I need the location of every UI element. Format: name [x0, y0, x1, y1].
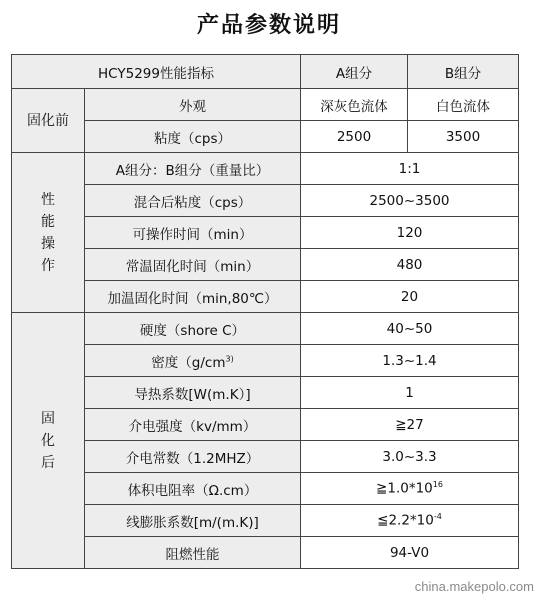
row-label: 阻燃性能 [85, 537, 301, 569]
row-value-text: ≦2.2*10 [377, 512, 434, 529]
table-row [12, 505, 519, 537]
row-label: 粘度（cps） [85, 121, 301, 153]
table-row [12, 473, 519, 505]
row-value: 2500~3500 [301, 185, 519, 217]
row-label: 导热系数[W(m.K）] [85, 377, 301, 409]
row-label: 线膨胀系数[m/(m.K)] [85, 505, 301, 537]
watermark: china.makepolo.com [414, 579, 534, 594]
table-row [12, 345, 519, 377]
table-row [12, 153, 519, 185]
row-label: 加温固化时间（min,80℃） [85, 281, 301, 313]
table-row [12, 185, 519, 217]
group-operation-label: 性能操作 [41, 191, 55, 274]
table-row [12, 441, 519, 473]
row-label: 硬度（shore C） [85, 313, 301, 345]
table-row [12, 217, 519, 249]
row-value: 1.3~1.4 [301, 345, 519, 377]
row-label: 常温固化时间（min） [85, 249, 301, 281]
row-value: 1:1 [301, 153, 519, 185]
group-operation [12, 153, 85, 313]
row-value: 1 [301, 377, 519, 409]
row-label: 混合后粘度（cps） [85, 185, 301, 217]
row-value-superscript: 16 [432, 480, 443, 490]
row-label: 介电强度（kv/mm） [85, 409, 301, 441]
row-label-superscript: 3) [225, 354, 234, 363]
row-value-b: 白色流体 [408, 89, 519, 121]
row-value: 94-V0 [301, 537, 519, 569]
table-row [12, 249, 519, 281]
row-value-superscript: -4 [433, 512, 442, 522]
row-value-b: 3500 [408, 121, 519, 153]
page-title: 产品参数说明 [196, 13, 341, 38]
table-row [12, 89, 519, 121]
row-value: 480 [301, 249, 519, 281]
header-component-a: A组分 [301, 55, 408, 89]
row-value-text: ≧1.0*10 [376, 480, 433, 497]
table-header-row [12, 55, 519, 89]
row-value: 20 [301, 281, 519, 313]
spec-table [11, 54, 519, 569]
row-value [301, 505, 519, 537]
row-value: ≧27 [301, 409, 519, 441]
row-label-text: 密度（g/cm [151, 354, 226, 371]
table-row [12, 281, 519, 313]
group-after-cure [12, 313, 85, 569]
header-component-b: B组分 [408, 55, 519, 89]
row-value-a: 2500 [301, 121, 408, 153]
table-row [12, 537, 519, 569]
row-label: 可操作时间（min） [85, 217, 301, 249]
row-label: A组分：B组分（重量比） [85, 153, 301, 185]
row-value: 3.0~3.3 [301, 441, 519, 473]
group-before-cure: 固化前 [12, 89, 85, 153]
row-label: 外观 [85, 89, 301, 121]
row-value [301, 473, 519, 505]
row-value-a: 深灰色流体 [301, 89, 408, 121]
header-spec: HCY5299性能指标 [12, 55, 301, 89]
table-row [12, 409, 519, 441]
table-row [12, 377, 519, 409]
row-label [85, 345, 301, 377]
group-after-cure-label: 固化后 [41, 410, 55, 471]
row-label: 体积电阻率（Ω.cm） [85, 473, 301, 505]
row-label: 介电常数（1.2MHZ） [85, 441, 301, 473]
table-row [12, 121, 519, 153]
table-row [12, 313, 519, 345]
row-value: 40~50 [301, 313, 519, 345]
row-value: 120 [301, 217, 519, 249]
